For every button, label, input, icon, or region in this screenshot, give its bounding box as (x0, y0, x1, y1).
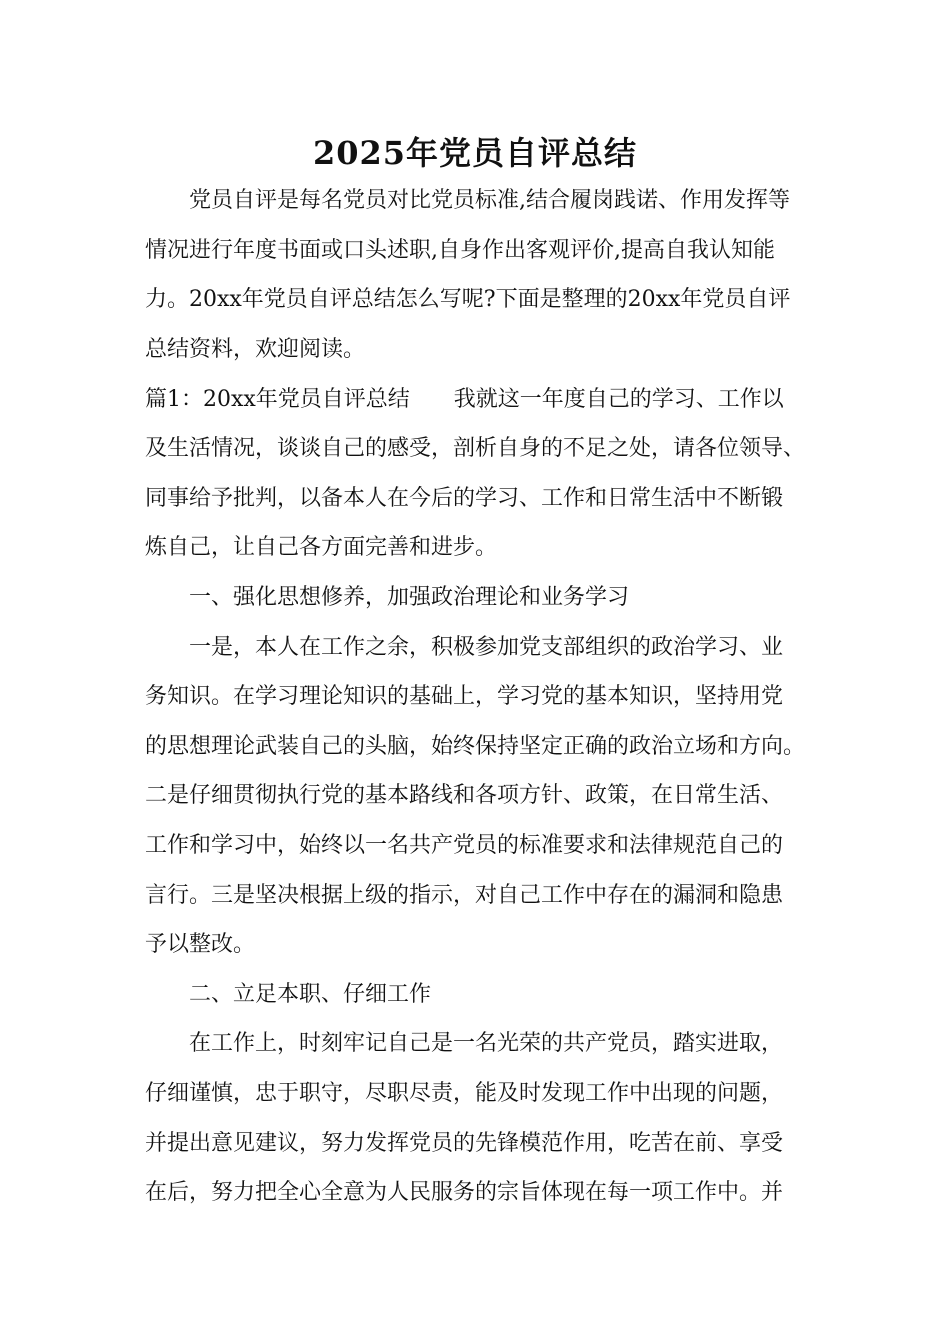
text-line: 工作和学习中，始终以一名共产党员的标准要求和法律规范自己的 (145, 833, 784, 858)
text-line: 炼自己，让自己各方面完善和进步。 (145, 535, 498, 560)
section-heading: 二、立足本职、仔细工作 (189, 982, 432, 1007)
text-line: 务知识。在学习理论知识的基础上，学习党的基本知识，坚持用党 (145, 684, 784, 709)
text-line: 篇1：20xx年党员自评总结 我就这一年度自己的学习、工作以 (145, 387, 784, 412)
text-line: 及生活情况，谈谈自己的感受，剖析自身的不足之处，请各位领导、 (145, 436, 806, 461)
text-line: 仔细谨慎，忠于职守，尽职尽责，能及时发现工作中出现的问题， (145, 1081, 784, 1106)
text-line: 并提出意见建议，努力发挥党员的先锋模范作用，吃苦在前、享受 (145, 1131, 784, 1156)
text-line: 在后，努力把全心全意为人民服务的宗旨体现在每一项工作中。并 (145, 1180, 784, 1205)
section-heading: 一、强化思想修养，加强政治理论和业务学习 (189, 585, 630, 610)
text-line: 二是仔细贯彻执行党的基本路线和各项方针、政策，在日常生活、 (145, 783, 784, 808)
text-line: 在工作上，时刻牢记自己是一名光荣的共产党员，踏实进取， (189, 1031, 784, 1056)
text-line: 一是，本人在工作之余，积极参加党支部组织的政治学习、业 (189, 635, 784, 660)
document-title: 2025年党员自评总结 (312, 134, 638, 172)
text-line: 予以整改。 (145, 932, 256, 957)
text-line: 党员自评是每名党员对比党员标准,结合履岗践诺、作用发挥等 (189, 188, 790, 213)
text-line: 的思想理论武装自己的头脑，始终保持坚定正确的政治立场和方向。 (145, 734, 806, 759)
text-line: 言行。三是坚决根据上级的指示，对自己工作中存在的漏洞和隐患 (145, 883, 784, 908)
text-line: 总结资料，欢迎阅读。 (145, 337, 366, 362)
text-line: 情况进行年度书面或口头述职,自身作出客观评价,提高自我认知能 (145, 238, 775, 263)
text-line: 同事给予批判，以备本人在今后的学习、工作和日常生活中不断锻 (145, 486, 784, 511)
text-line: 力。20xx年党员自评总结怎么写呢?下面是整理的20xx年党员自评 (145, 287, 791, 312)
